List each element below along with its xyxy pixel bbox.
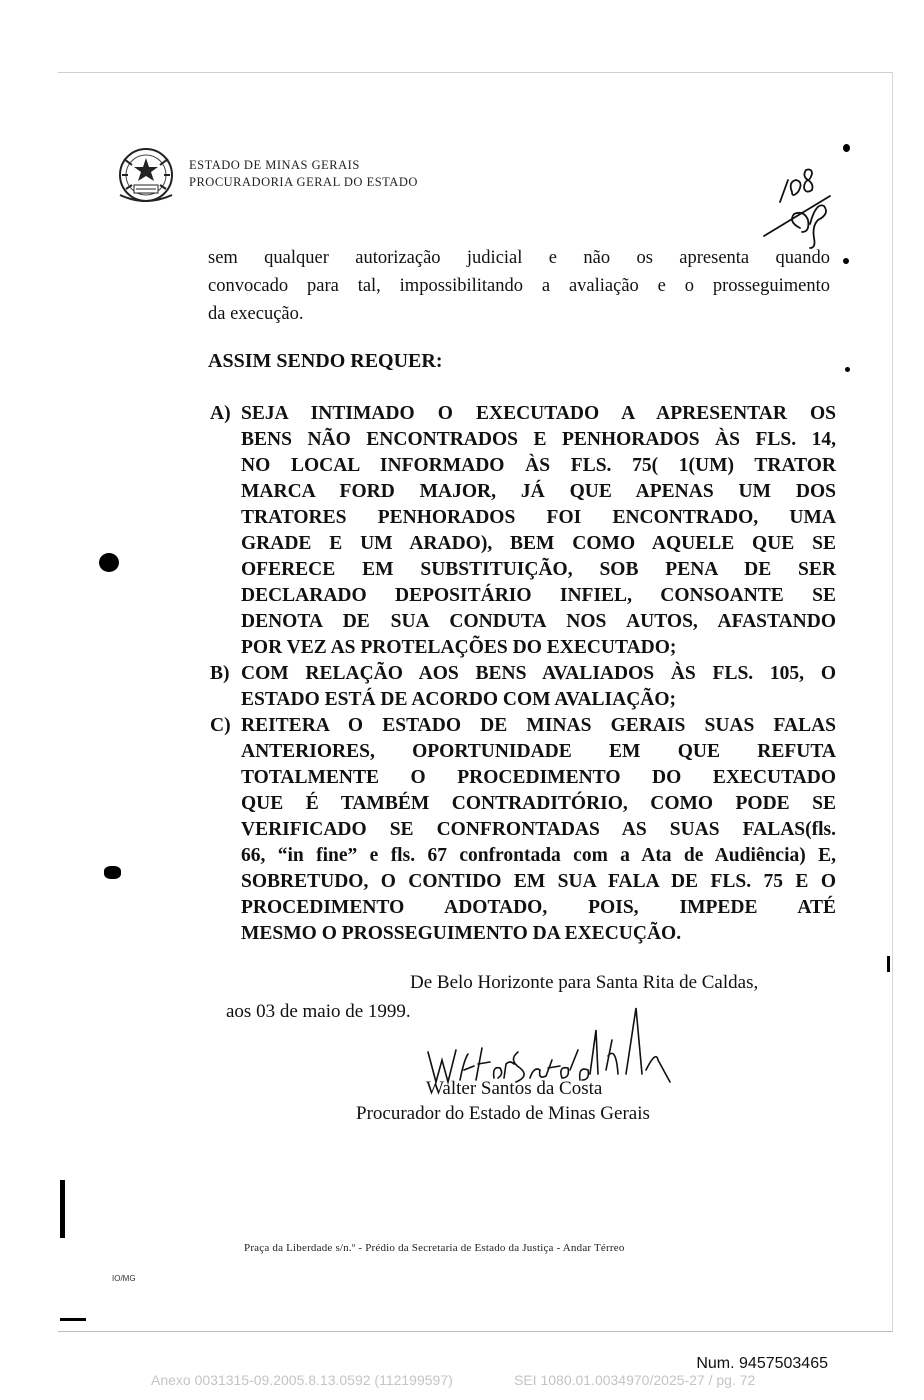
scan-speck	[845, 367, 850, 372]
item-line: MARCA FORD MAJOR, JÁ QUE APENAS UM DOS	[241, 481, 836, 502]
hole-punch-mark	[104, 866, 121, 879]
item-line: POR VEZ AS PROTELAÇÕES DO EXECUTADO;	[241, 637, 677, 658]
item-line: DECLARADO DEPOSITÁRIO INFIEL, CONSOANTE SE	[241, 585, 836, 606]
annex-reference: Anexo 0031315-09.2005.8.13.0592 (112199597)	[151, 1372, 453, 1388]
closing-date: aos 03 de maio de 1999.	[226, 1001, 411, 1022]
scan-edge-mark	[60, 1180, 65, 1238]
folio-handwritten-mark	[758, 162, 848, 250]
item-line: ANTERIORES, OPORTUNIDADE EM QUE REFUTA	[241, 741, 836, 762]
item-line: VERIFICADO SE CONFRONTADAS AS SUAS FALAS(fls.	[241, 819, 836, 840]
paragraph-line: da execução.	[208, 304, 304, 324]
item-line: NO LOCAL INFORMADO ÀS FLS. 75( 1(UM) TRATOR	[241, 455, 836, 476]
footer-address: Praça da Liberdade s/n.º - Prédio da Secretaria de Estado da Justiça - Andar Térreo	[244, 1242, 625, 1254]
request-item-a	[210, 401, 836, 661]
scan-edge-mark	[60, 1318, 86, 1321]
hole-punch-mark	[99, 553, 119, 572]
opening-paragraph	[208, 244, 830, 328]
item-line: PROCEDIMENTO ADOTADO, POIS, IMPEDE ATÉ	[241, 897, 836, 918]
item-line: 66, “in fine” e fls. 67 confrontada com a Ata de Audiência) E,	[241, 845, 836, 866]
scan-speck	[843, 258, 849, 264]
item-line: GRADE E UM ARADO), BEM COMO AQUELE QUE SE	[241, 533, 836, 554]
item-line: SEJA INTIMADO O EXECUTADO A APRESENTAR OS	[241, 403, 836, 424]
paragraph-line: convocado para tal, impossibilitando a avaliação e o prosseguimento	[208, 276, 830, 296]
printer-mark: IO/MG	[112, 1274, 136, 1283]
item-label: B)	[210, 663, 230, 684]
signer-name: Walter Santos da Costa	[426, 1078, 603, 1099]
signer-role: Procurador do Estado de Minas Gerais	[356, 1103, 650, 1124]
item-label: C)	[210, 715, 231, 736]
item-line: SOBRETUDO, O CONTIDO EM SUA FALA DE FLS. 75 E O	[241, 871, 836, 892]
header-state-name: ESTADO DE MINAS GERAIS	[189, 158, 360, 172]
item-line: REITERA O ESTADO DE MINAS GERAIS SUAS FALAS	[241, 715, 836, 736]
item-line: MESMO O PROSSEGUIMENTO DA EXECUÇÃO.	[241, 923, 682, 944]
item-line: TRATORES PENHORADOS FOI ENCONTRADO, UMA	[241, 507, 836, 528]
request-item-b	[210, 661, 836, 713]
sei-reference: SEI 1080.01.0034970/2025-27 / pg. 72	[514, 1372, 756, 1388]
scan-edge-mark	[887, 956, 890, 972]
item-line: OFERECE EM SUBSTITUIÇÃO, SOB PENA DE SER	[241, 559, 836, 580]
state-coat-of-arms-icon	[114, 145, 178, 207]
item-line: BENS NÃO ENCONTRADOS E PENHORADOS ÀS FLS. 14,	[241, 429, 836, 450]
scan-speck	[843, 144, 850, 152]
header-agency-name: PROCURADORIA GERAL DO ESTADO	[189, 175, 418, 189]
item-line: DENOTA DE SUA CONDUTA NOS AUTOS, AFASTANDO	[241, 611, 836, 632]
document-number: Num. 9457503465	[696, 1355, 828, 1372]
closing-place: De Belo Horizonte para Santa Rita de Caldas,	[410, 972, 759, 993]
item-line: COM RELAÇÃO AOS BENS AVALIADOS ÀS FLS. 105, O	[241, 663, 836, 684]
item-line: TOTALMENTE O PROCEDIMENTO DO EXECUTADO	[241, 767, 836, 788]
request-item-c	[210, 713, 836, 947]
item-label: A)	[210, 403, 231, 424]
item-line: ESTADO ESTÁ DE ACORDO COM AVALIAÇÃO;	[241, 689, 677, 710]
request-heading: ASSIM SENDO REQUER:	[208, 350, 443, 372]
item-line: QUE É TAMBÉM CONTRADITÓRIO, COMO PODE SE	[241, 793, 836, 814]
paragraph-line: sem qualquer autorização judicial e não os apresenta quando	[208, 248, 830, 268]
